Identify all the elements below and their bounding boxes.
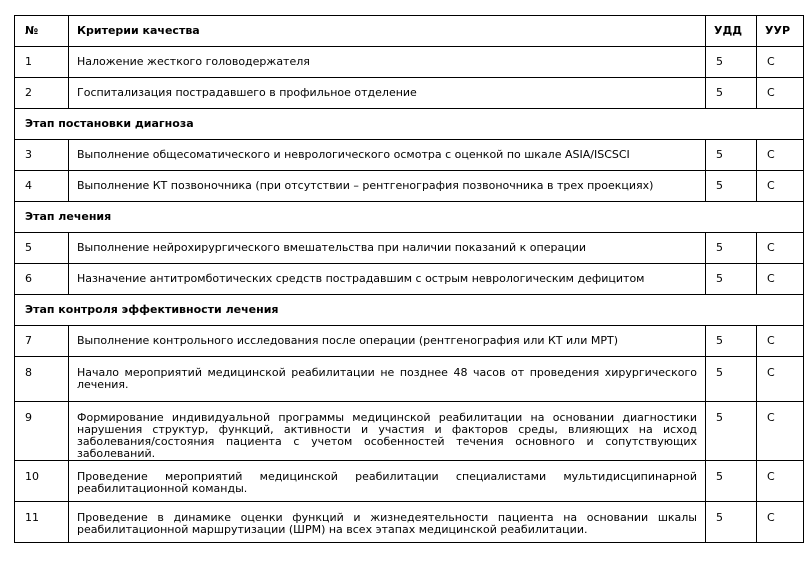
stage-title: Этап постановки диагноза bbox=[15, 109, 804, 140]
table-row bbox=[15, 502, 804, 543]
row-uur: C bbox=[757, 264, 804, 295]
table-row bbox=[15, 78, 804, 109]
row-uur: C bbox=[757, 461, 804, 502]
table-row bbox=[15, 233, 804, 264]
row-num: 7 bbox=[15, 326, 69, 357]
row-text: Начало мероприятий медицинской реабилитации не позднее 48 часов от проведения хирургического лечения. bbox=[69, 357, 706, 402]
stage-title: Этап лечения bbox=[15, 202, 804, 233]
row-udd: 5 bbox=[706, 264, 757, 295]
row-uur: C bbox=[757, 140, 804, 171]
header-criteria: Критерии качества bbox=[69, 16, 706, 47]
row-udd: 5 bbox=[706, 402, 757, 461]
table-row bbox=[15, 357, 804, 402]
row-udd: 5 bbox=[706, 140, 757, 171]
row-text: Госпитализация пострадавшего в профильное отделение bbox=[69, 78, 706, 109]
row-num: 8 bbox=[15, 357, 69, 402]
row-udd: 5 bbox=[706, 171, 757, 202]
row-uur: C bbox=[757, 357, 804, 402]
table-row bbox=[15, 402, 804, 461]
stage-title: Этап контроля эффективности лечения bbox=[15, 295, 804, 326]
row-uur: C bbox=[757, 171, 804, 202]
row-num: 2 bbox=[15, 78, 69, 109]
row-uur: C bbox=[757, 402, 804, 461]
table-header-row bbox=[15, 16, 804, 47]
row-text: Выполнение общесоматического и неврологического осмотра с оценкой по шкале ASIA/ISCSCI bbox=[69, 140, 706, 171]
row-num: 10 bbox=[15, 461, 69, 502]
table-row bbox=[15, 171, 804, 202]
table-row bbox=[15, 461, 804, 502]
quality-criteria-table bbox=[14, 15, 804, 543]
row-text: Проведение мероприятий медицинской реабилитации специалистами мультидисципинарной реабилитационной команды. bbox=[69, 461, 706, 502]
row-text: Проведение в динамике оценки функций и жизнедеятельности пациента на основании шкалы реабилитационной маршрутизации (ШРМ) на всех этапах медицинской реабилитации. bbox=[69, 502, 706, 543]
row-num: 11 bbox=[15, 502, 69, 543]
row-uur: C bbox=[757, 47, 804, 78]
row-num: 9 bbox=[15, 402, 69, 461]
row-text: Выполнение КТ позвоночника (при отсутствии – рентгенография позвоночника в трех проекциях) bbox=[69, 171, 706, 202]
header-udd: УДД bbox=[706, 16, 757, 47]
stage-header-row bbox=[15, 109, 804, 140]
header-num: № bbox=[15, 16, 69, 47]
table-row bbox=[15, 140, 804, 171]
stage-header-row bbox=[15, 295, 804, 326]
row-uur: C bbox=[757, 502, 804, 543]
row-udd: 5 bbox=[706, 502, 757, 543]
row-udd: 5 bbox=[706, 357, 757, 402]
row-num: 6 bbox=[15, 264, 69, 295]
row-udd: 5 bbox=[706, 233, 757, 264]
row-udd: 5 bbox=[706, 461, 757, 502]
row-udd: 5 bbox=[706, 78, 757, 109]
row-udd: 5 bbox=[706, 326, 757, 357]
row-uur: C bbox=[757, 326, 804, 357]
row-num: 3 bbox=[15, 140, 69, 171]
stage-header-row bbox=[15, 202, 804, 233]
row-text: Формирование индивидуальной программы медицинской реабилитации на основании диагностики нарушения структур, функций, активности и участия и факторов среды, влияющих на исход заболевания/состояния пациента с учетом особенностей течения основного и сопутствующих заболеваний. bbox=[69, 402, 706, 461]
row-text: Наложение жесткого головодержателя bbox=[69, 47, 706, 78]
row-uur: C bbox=[757, 233, 804, 264]
row-text: Выполнение нейрохирургического вмешательства при наличии показаний к операции bbox=[69, 233, 706, 264]
row-num: 4 bbox=[15, 171, 69, 202]
table-row bbox=[15, 47, 804, 78]
header-uur: УУР bbox=[757, 16, 804, 47]
row-udd: 5 bbox=[706, 47, 757, 78]
table-row bbox=[15, 326, 804, 357]
row-text: Назначение антитромботических средств пострадавшим с острым неврологическим дефицитом bbox=[69, 264, 706, 295]
row-text: Выполнение контрольного исследования после операции (рентгенография или КТ или МРТ) bbox=[69, 326, 706, 357]
table-row bbox=[15, 264, 804, 295]
row-num: 5 bbox=[15, 233, 69, 264]
row-num: 1 bbox=[15, 47, 69, 78]
row-uur: C bbox=[757, 78, 804, 109]
